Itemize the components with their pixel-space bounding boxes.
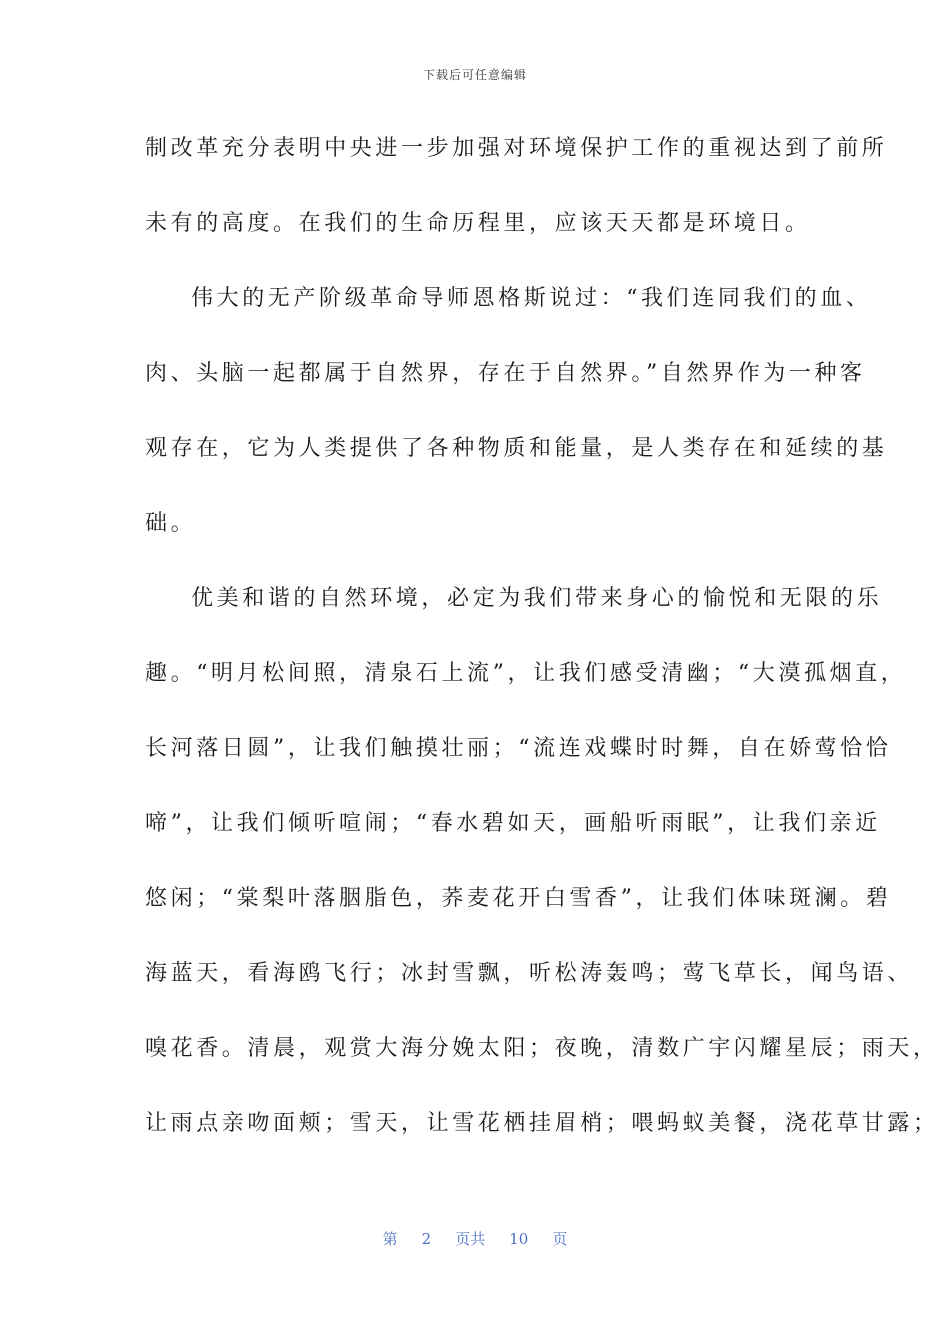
text-line: 趣。“明月松间照，清泉石上流”，让我们感受清幽；“大漠孤烟直， xyxy=(145,661,907,686)
page-footer xyxy=(0,1228,950,1249)
current-page-number: 2 xyxy=(421,1230,432,1248)
text-line: 础。 xyxy=(145,511,197,536)
text-line: 嗅花香。清晨，观赏大海分娩太阳；夜晚，清数广宇闪耀星辰；雨天， xyxy=(145,1036,939,1061)
text-line: 海蓝天，看海鸥飞行；冰封雪飘，听松涛轰鸣；莺飞草长，闻鸟语、 xyxy=(145,961,914,986)
footer-middle: 页共 xyxy=(455,1230,486,1248)
text-line: 观存在，它为人类提供了各种物质和能量，是人类存在和延续的基 xyxy=(145,436,888,461)
text-line: 优美和谐的自然环境，必定为我们带来身心的愉悦和无限的乐 xyxy=(191,586,883,611)
footer-suffix: 页 xyxy=(552,1230,568,1248)
text-line: 制改革充分表明中央进一步加强对环境保护工作的重视达到了前所 xyxy=(145,136,888,161)
text-line: 悠闲；“棠梨叶落胭脂色，荞麦花开白雪香”，让我们体味斑澜。碧 xyxy=(145,886,892,911)
text-line: 伟大的无产阶级革命导师恩格斯说过：“我们连同我们的血、 xyxy=(191,286,872,311)
footer-prefix: 第 xyxy=(382,1230,398,1248)
text-line: 长河落日圆”，让我们触摸壮丽；“流连戏蝶时时舞，自在娇莺恰恰 xyxy=(145,736,892,761)
text-line: 未有的高度。在我们的生命历程里，应该天天都是环境日。 xyxy=(145,211,811,236)
text-line: 啼”，让我们倾听喧闹；“春水碧如天，画船听雨眠”，让我们亲近 xyxy=(145,811,881,836)
text-line: 让雨点亲吻面颊；雪天，让雪花栖挂眉梢；喂蚂蚁美餐，浇花草甘露； xyxy=(145,1111,939,1136)
total-pages-number: 10 xyxy=(509,1230,529,1248)
page-header: 下载后可任意编辑 xyxy=(422,68,527,82)
document-body xyxy=(145,125,939,1175)
text-line: 肉、头脑一起都属于自然界，存在于自然界。”自然界作为一种客 xyxy=(145,361,866,386)
